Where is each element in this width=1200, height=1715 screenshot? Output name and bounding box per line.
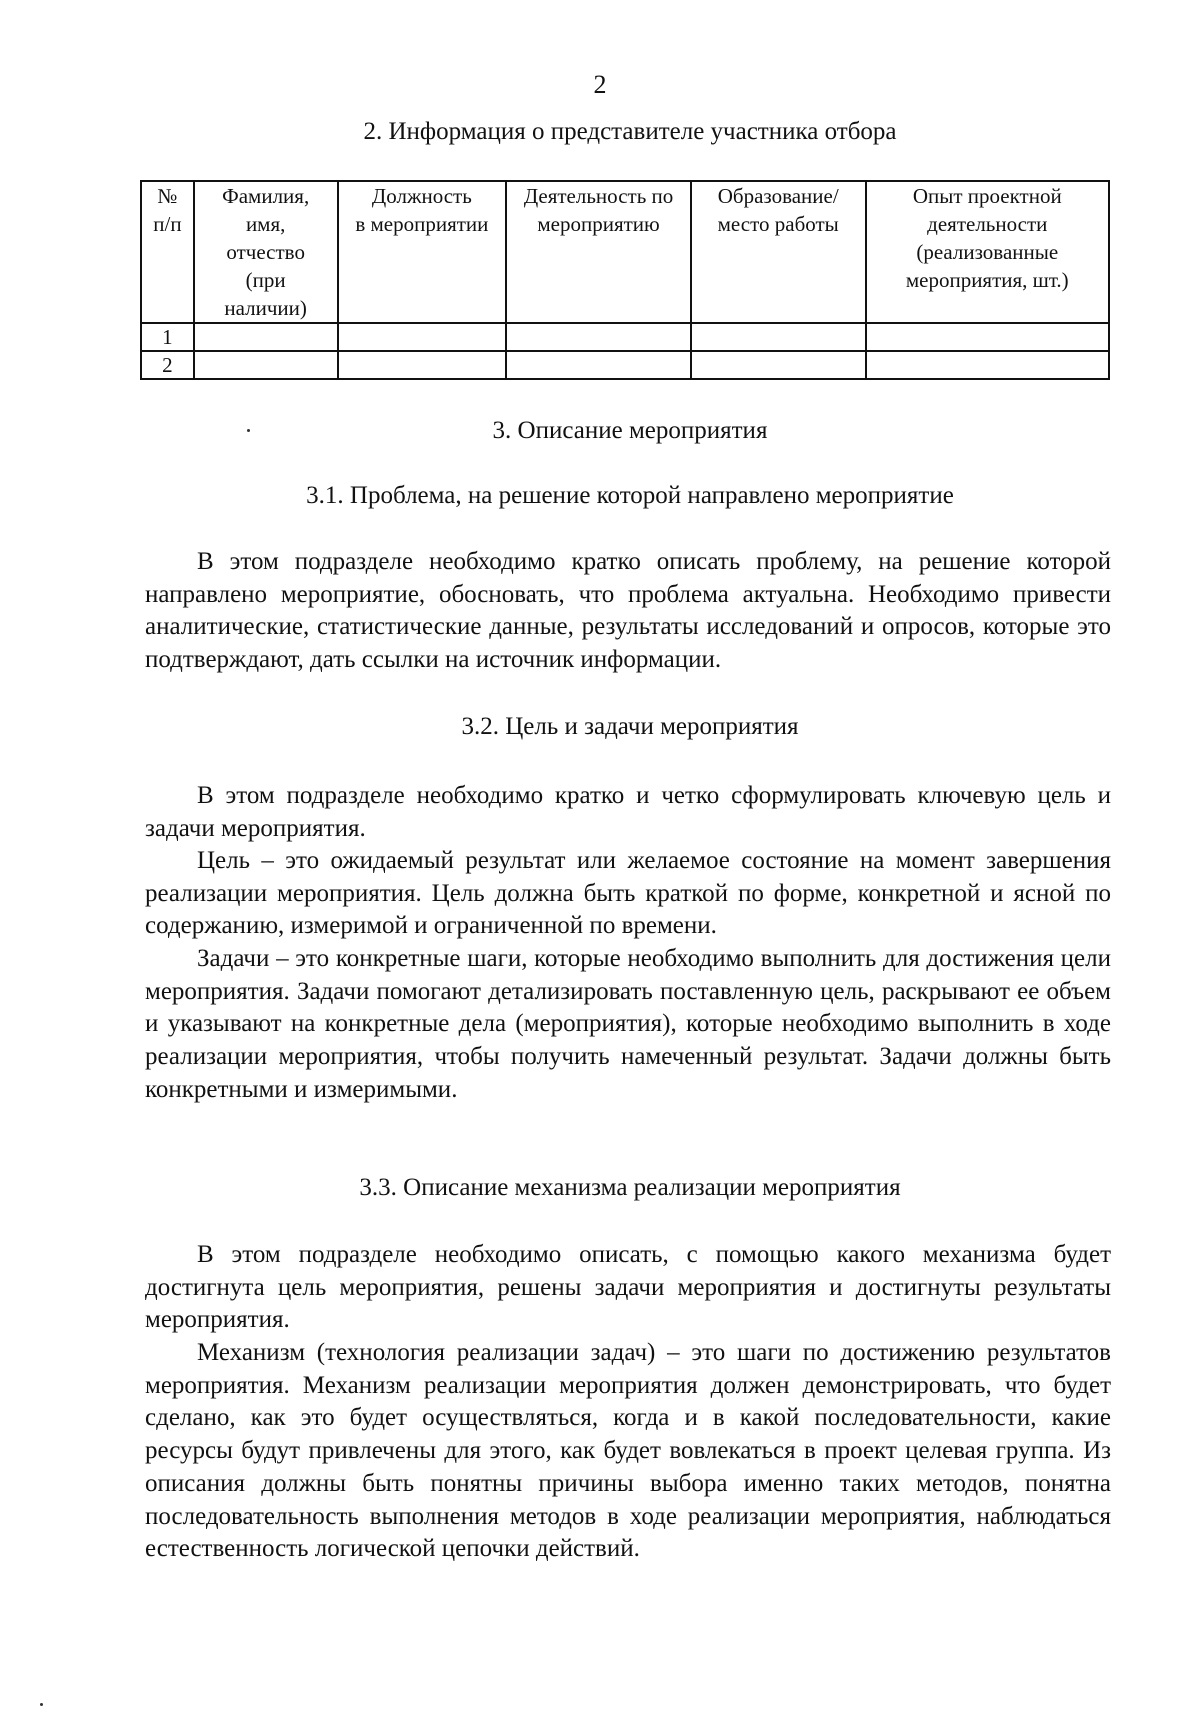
section-3-3-paragraph-mechanism: Механизм (технология реализации задач) – это шаги по достижению результатов мероприятия. Механизм реализации мероприятия должен демонстрировать, что будет сделано, как это будет осуществляться, когда и в какой последовательности, какие ресурсы будут привлечены для этого, как будет вовлекаться в проект целевая группа. Из описания должны быть понятны причины выбора именно таких методов, понятна последовательность выполнения методов в ходе реализации мероприятия, наблюдаться естественность логической цепочки действий. bbox=[145, 1339, 1111, 1563]
header-full-name: Фамилия, имя, отчество (при наличии) bbox=[194, 181, 338, 323]
section-3-title: 3. Описание мероприятия bbox=[492, 417, 768, 444]
representative-table bbox=[140, 180, 1110, 380]
table-header-row bbox=[141, 181, 1109, 323]
section-3-3-paragraph-intro: В этом подразделе необходимо описать, с помощью какого механизма будет достигнута цель мероприятия, решены задачи мероприятия и достигнуты результаты мероприятия. bbox=[145, 1241, 1111, 1334]
table-cell bbox=[338, 351, 507, 379]
table-cell bbox=[866, 351, 1109, 379]
section-2-title: 2. Информация о представителе участника отбора bbox=[363, 118, 897, 145]
section-3-2-paragraph-goal: Цель – это ожидаемый результат или желаемое состояние на момент завершения реализации мероприятия. Цель должна быть краткой по форме, конкретной и ясной по содержанию, измеримой и ограниченной по времени. bbox=[145, 847, 1111, 940]
page-number: 2 bbox=[593, 70, 607, 99]
header-education: Образование/ место работы bbox=[691, 181, 866, 323]
scan-speck bbox=[247, 429, 250, 432]
section-3-3-title: 3.3. Описание механизма реализации мероприятия bbox=[359, 1174, 901, 1201]
table-cell bbox=[866, 323, 1109, 351]
table-cell: 1 bbox=[141, 323, 194, 351]
scan-speck bbox=[40, 1703, 43, 1706]
table-cell bbox=[506, 323, 691, 351]
table-cell: 2 bbox=[141, 351, 194, 379]
header-activity: Деятельность по мероприятию bbox=[506, 181, 691, 323]
section-3-2-paragraph-tasks: Задачи – это конкретные шаги, которые необходимо выполнить для достижения цели мероприятия. Задачи помогают детализировать поставленную цель, раскрывают ее объем и указывают на конкретные дела (мероприятия), которые необходимо выполнить в ходе реализации мероприятия, чтобы получить намеченный результат. Задачи должны быть конкретными и измеримыми. bbox=[145, 945, 1111, 1103]
table-cell bbox=[506, 351, 691, 379]
header-position: Должность в мероприятии bbox=[338, 181, 507, 323]
table-cell bbox=[691, 351, 866, 379]
table-cell bbox=[194, 351, 338, 379]
section-3-1-title: 3.1. Проблема, на решение которой направлено мероприятие bbox=[306, 482, 954, 509]
table-cell bbox=[194, 323, 338, 351]
section-3-1-paragraph: В этом подразделе необходимо кратко описать проблему, на решение которой направлено мероприятие, обосновать, что проблема актуальна. Необходимо привести аналитические, статистические данные, результаты исследований и опросов, которые это подтверждают, дать ссылки на источник информации. bbox=[145, 548, 1111, 674]
table-cell bbox=[338, 323, 507, 351]
section-3-2-paragraph-intro: В этом подразделе необходимо кратко и четко сформулировать ключевую цель и задачи мероприятия. bbox=[145, 782, 1111, 842]
table-cell bbox=[691, 323, 866, 351]
table-row bbox=[141, 323, 1109, 351]
section-3-2-title: 3.2. Цель и задачи мероприятия bbox=[461, 713, 799, 740]
header-project-experience: Опыт проектной деятельности (реализованные мероприятия, шт.) bbox=[866, 181, 1109, 323]
header-number: № п/п bbox=[141, 181, 194, 323]
table-row bbox=[141, 351, 1109, 379]
